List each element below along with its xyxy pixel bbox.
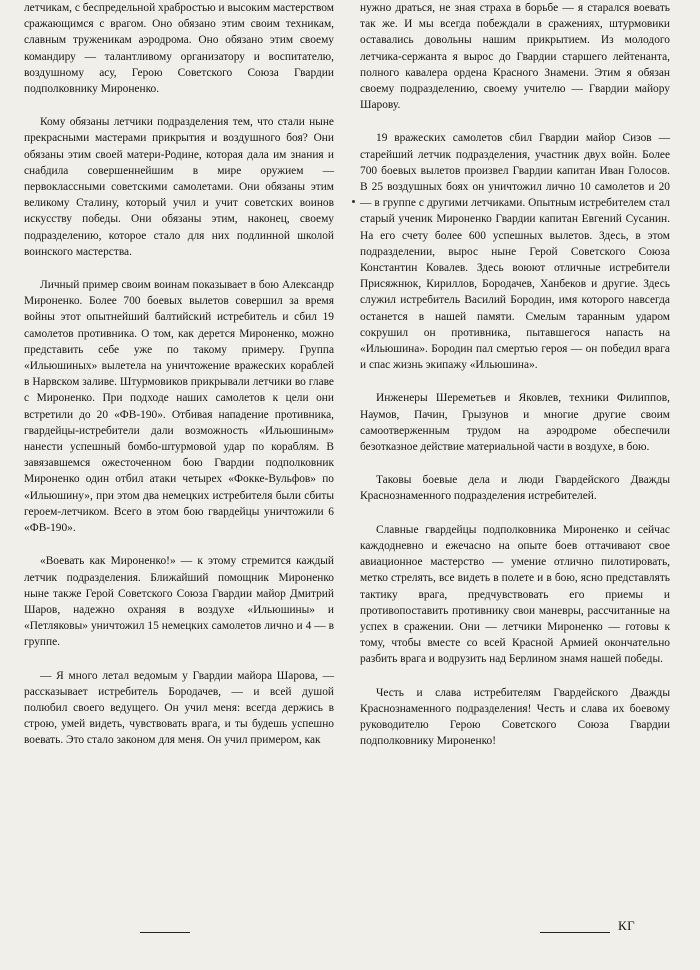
footer-rule-left <box>140 932 190 933</box>
right-column <box>360 0 670 749</box>
paragraph: Славные гвардейцы подполковника Мироненко и сейчас каждодневно и ежечасно на опыте боев оттачивают свое авиационное мастерство — умение отлично пилотировать, метко стрелять, все видеть в полете и в бою, ясно представлять тактику врага, предчувствовать его приемы и противопоставить противнику свои маневры, рассчитанные на успех в сражении. Они — летчики Мироненко — готовы к тому, чтобы вместе со всей Красной Армией окончательно разбить врага и водрузить над Берлином знамя нашей победы. <box>360 523 670 666</box>
paragraph: — Я много летал ведомым у Гвардии майора Шарова, — рассказывает истребитель Бородачев, — и всей душой полюбил своего ведущего. Он учил меня: всегда держись в строю, умей видеть, чувствовать врага, и ты будешь успешно воевать. Это стало законом для меня. Он учил примером, как <box>24 669 334 747</box>
footer-mark: КГ <box>618 918 636 933</box>
left-column <box>24 0 334 749</box>
paragraph: 19 вражеских самолетов сбил Гвардии майор Сизов — старейший летчик подразделения, участник двух войн. Более 700 боевых вылетов произвел Гвардии капитан Иван Голосов. В 25 воздушных боях он уничтожил лично 10 самолетов и 20 — в группе с другими летчиками. Опытным истребителем стал старый ученик Мироненко Гвардии капитан Евгений Сусанин. На его счету более 600 успешных вылетов. Здесь, в этом подразделении, вырос ныне Герой Советского Союза Константин Ковалев. Здесь воюют отличные истребители Присяжнюк, Кириллов, Бородачев, Ханбеков и другие. Здесь служил истребитель Василий Бородин, имя которого навсегда останется в нашей памяти. Смелым таранным ударом сокрушил он противника, пытавшегося напасть на «Ильюшина». Бородин пал смертью героя — он победил врага и спас жизнь экипажу «Ильюшина». <box>360 132 670 372</box>
footer-rule-right <box>540 932 610 933</box>
paragraph: Личный пример своим воинам показывает в бою Александр Мироненко. Более 700 боевых вылетов совершил за время войны этот опытнейший балтийский истребитель и сбил 19 самолетов противника. О том, как дерется Мироненко, можно представить себе уже по такому примеру. Группа «Ильюшиных» вылетела на уничтожение вражеских кораблей в Нарвском заливе. Штурмовиков прикрывали летчики во главе с Мироненко. При подходе наших самолетов к цели они встретили до 20 «ФВ-190». Отбивая нападение противника, гвардейцы-истребители дали возможность «Ильюшиным» нанести успешный бомбо-штурмовой удар по кораблям. В завязавшемся ожесточенном бою Гвардии подполковник Мироненко один отбил атаки четырех «Фокке-Вульфов» по «Ильюшину», при этом два немецких истребителя были сбиты героем-летчиком. Всего в этом бою гвардейцы уничтожили 6 «ФВ-190». <box>24 279 334 535</box>
paragraph: Таковы боевые дела и люди Гвардейского Дважды Краснознаменного подразделения истребителей. <box>360 474 670 503</box>
paragraph: нужно драться, не зная страха в борьбе — я старался воевать так же. И мы всегда побеждали в сражениях, штурмовики оставались довольны нашим прикрытием. Из молодого летчика-сержанта я вырос до Гвардии старшего лейтенанта, полного кавалера ордена Красного Знамени. Этим я обязан своему подразделению, своему учителю — Гвардии майору Шарову. <box>360 2 670 112</box>
ink-dot <box>352 200 355 203</box>
paragraph: Инженеры Шереметьев и Яковлев, техники Филиппов, Наумов, Пачин, Грызунов и многие другие своим самоотверженным трудом на аэродроме обеспечили безотказное действие материальной части в воздухе, в бою. <box>360 392 670 454</box>
paragraph: «Воевать как Мироненко!» — к этому стремится каждый летчик подразделения. Ближайший помощник Мироненко ныне также Герой Советского Союза Гвардии майор Дмитрий Шаров, надежно охраняя в воздухе «Ильюшины» и «Петляковы» уничтожил 15 немецких самолетов лично и 4 — в группе. <box>24 555 334 649</box>
paragraph: летчикам, с беспредельной храбростью и высоким мастерством сражающимся с врагом. Оно обязано этим своим техникам, славным труженикам аэродрома. Оно обязано этим своему командиру — талантливому организатору и воспитателю, воздушному асу, Герою Советского Союза Гвардии подполковнику Мироненко. <box>24 2 334 96</box>
paragraph: Кому обязаны летчики подразделения тем, что стали ныне прекрасными мастерами прикрытия и воздушного боя? Они обязаны этим своей матери-Родине, которая дала им знания и снабдила совершеннейшим в мире оружием — первоклассными советскими самолетами. Они обязаны этим великому Сталину, который учил и учит советских воинов искусству победы. Они обязаны этим, наконец, своему подразделению, которое стало для них подлинной школой воинского мастерства. <box>24 116 334 258</box>
paragraph: Честь и слава истребителям Гвардейского Дважды Краснознаменного подразделения! Честь и слава их боевому руководителю Герою Советского Союза Гвардии подполковнику Мироненко! <box>360 686 670 748</box>
